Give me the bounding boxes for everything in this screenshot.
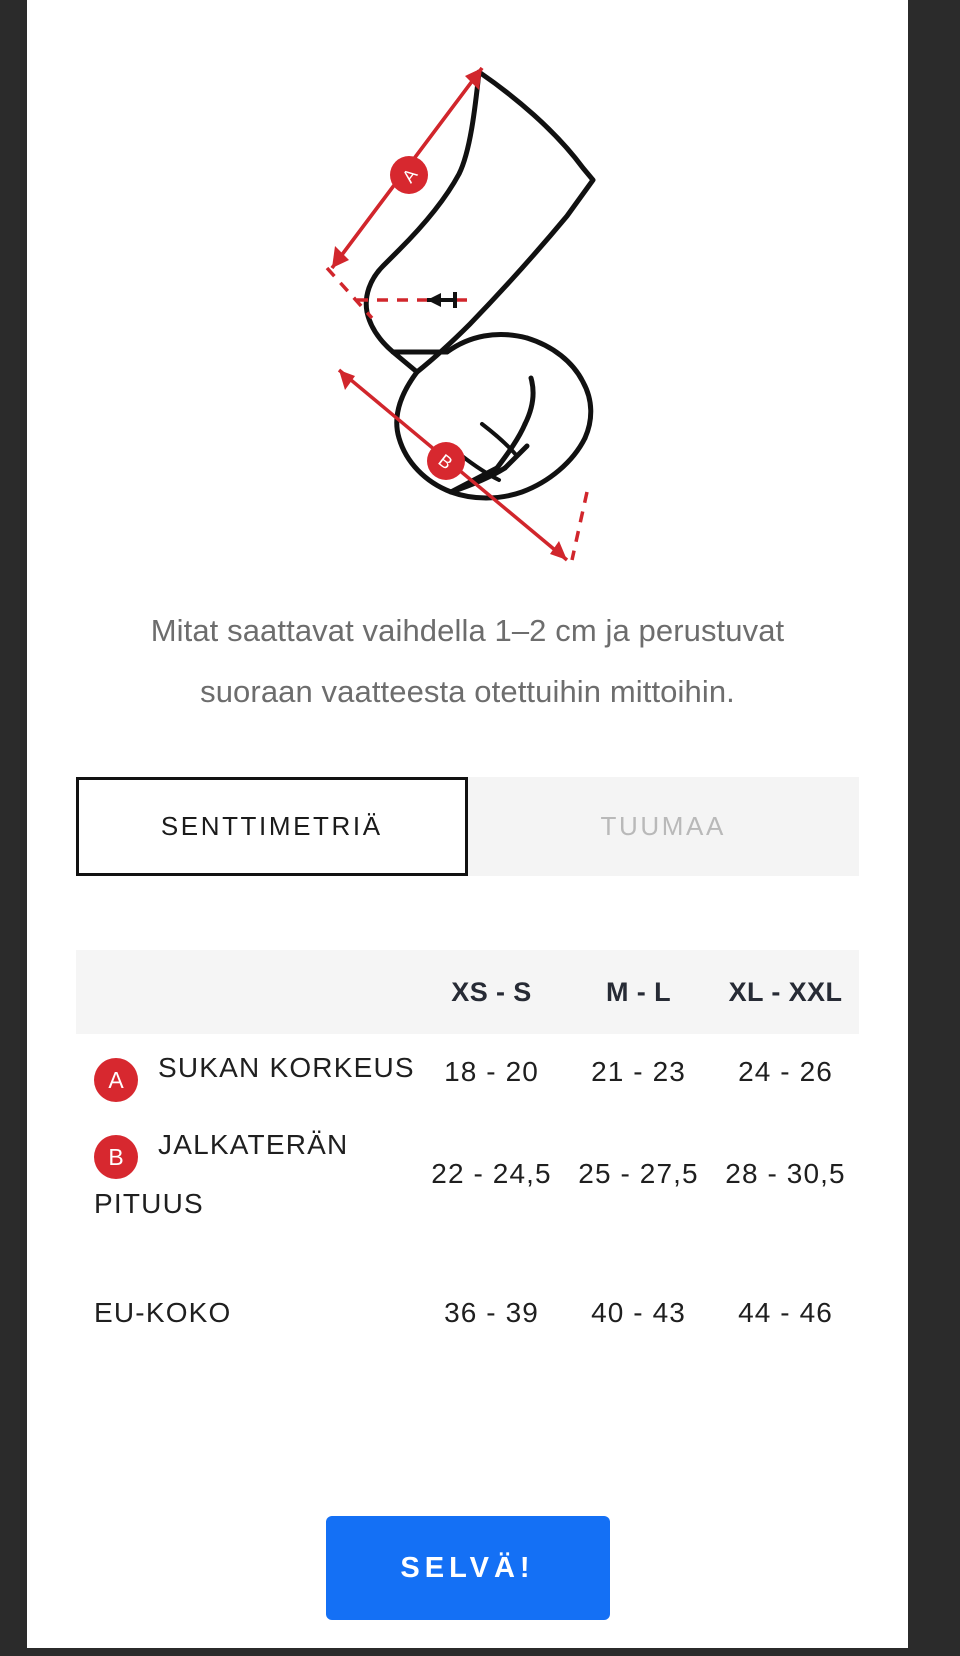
table-row	[76, 1034, 859, 1110]
header-measure-blank	[76, 950, 418, 1034]
measurement-disclaimer: Mitat saattavat vaihdella 1–2 cm ja perustuvat suoraan vaatteesta otettuihin mittoihin.	[150, 613, 785, 709]
device-right-gutter	[908, 0, 960, 1656]
diagram-marker-a	[390, 156, 428, 194]
tab-inches[interactable]	[468, 777, 860, 876]
cell-eu-koko-xs-s: 36 - 39	[444, 1297, 539, 1328]
size-chart-head	[76, 950, 859, 1034]
cell-eu-koko-xl-xxl: 44 - 46	[738, 1297, 833, 1328]
size-guide-modal	[27, 0, 908, 1656]
size-chart-body	[76, 1034, 859, 1388]
tab-inches-label: TUUMAA	[600, 811, 726, 841]
diagram-marker-a-label: A	[398, 164, 422, 187]
width-indicator-arrow	[427, 292, 455, 308]
cell-sukan-korkeus-m-l: 21 - 23	[591, 1056, 686, 1087]
badge-b-icon: B	[94, 1135, 138, 1179]
table-row	[76, 1238, 859, 1388]
diagram-marker-b-label: B	[434, 450, 457, 474]
confirm-button[interactable]: SELVÄ!	[326, 1516, 610, 1620]
row-label-text: EU-KOKO	[94, 1297, 232, 1328]
diagram-marker-b	[427, 442, 465, 480]
cell-eu-koko-m-l: 40 - 43	[591, 1297, 686, 1328]
row-label-jalkateran-pituus	[76, 1110, 418, 1238]
modal-footer	[27, 1516, 908, 1620]
device-bottom-strip	[0, 1648, 960, 1656]
table-header-row	[76, 950, 859, 1034]
tab-centimeters[interactable]	[76, 777, 468, 876]
header-size-xs-s: XS - S	[451, 976, 532, 1007]
header-size-xl-xxl: XL - XXL	[728, 976, 843, 1007]
cell-jalkateran-pituus-m-l: 25 - 27,5	[578, 1158, 699, 1189]
tab-centimeters-label: SENTTIMETRIÄ	[160, 811, 383, 841]
row-label-sukan-korkeus	[76, 1034, 418, 1110]
cell-jalkateran-pituus-xs-s: 22 - 24,5	[431, 1158, 552, 1189]
cell-sukan-korkeus-xs-s: 18 - 20	[444, 1056, 539, 1087]
header-size-m-l: M - L	[606, 976, 671, 1007]
cell-jalkateran-pituus-xl-xxl: 28 - 30,5	[725, 1158, 846, 1189]
sock-measurement-diagram	[27, 0, 908, 600]
cell-sukan-korkeus-xl-xxl: 24 - 26	[738, 1056, 833, 1087]
row-label-eu-koko	[76, 1238, 418, 1388]
table-row	[76, 1110, 859, 1238]
row-label-text: SUKAN KORKEUS	[158, 1051, 415, 1083]
size-chart-table	[76, 950, 859, 1388]
unit-toggle[interactable]	[76, 777, 859, 876]
badge-a-icon: A	[94, 1058, 138, 1102]
row-label-text: JALKATERÄN PITUUS	[94, 1128, 349, 1219]
sock-outline	[366, 72, 593, 498]
